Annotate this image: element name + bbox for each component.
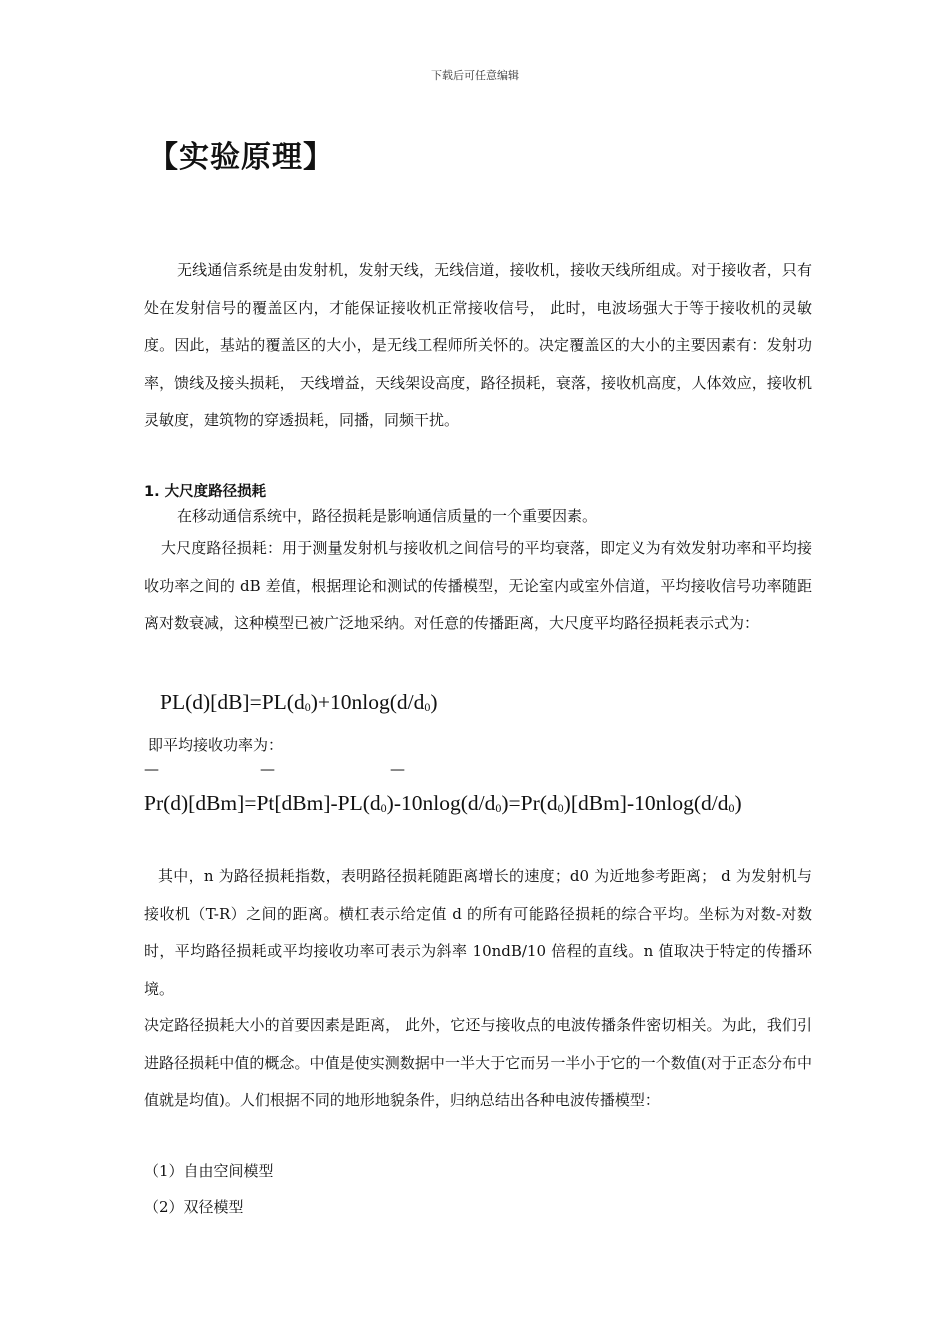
page-title: 【实验原理】	[148, 140, 334, 175]
model-list-item: （2）双径模型	[144, 1198, 244, 1216]
avg-power-label: 即平均接收功率为：	[148, 736, 284, 754]
path-loss-formula: $PL(d)[dB]=PL(d_0)+10nlog(d/d_0)$	[160, 690, 438, 714]
overbar-marks	[144, 760, 444, 780]
explanation-paragraph: 其中，n 为路径损耗指数，表明路径损耗随距离增长的速度；d0 为近地参考距离； d 为发射机与接收机（T-R）之间的距离。横杠表示给定值 d 的所有可能路径损耗的综合平均。坐标为对数-对数时，平均路径损耗或平均接收功率可表示为斜率 10ndB/10 倍程的直线。n 值取决于特定的传播环境。	[144, 867, 812, 998]
intro-paragraph: 无线通信系统是由发射机，发射天线，无线信道，接收机，接收天线所组成。对于接收者，只有处在发射信号的覆盖区内，才能保证接收机正常接收信号， 此时，电波场强大于等于接收机的灵敏度。因此，基站的覆盖区的大小，是无线工程师所关怀的。决定覆盖区的大小的主要因素有：发射功率，馈线及接头损耗， 天线增益，天线架设高度，路径损耗，衰落，接收机高度，人体效应，接收机灵敏度，建筑物的穿透损耗，同播，同频干扰。	[144, 261, 812, 429]
section-intro-line: 在移动通信系统中，路径损耗是影响通信质量的一个重要因素。	[177, 507, 598, 525]
received-power-formula: $Pr(d)[dBm]=Pt[dBm]-PL(d_0)-10nlog(d/d_0)=Pr(d_0)[dBm]-10nlog(d/d_0)$	[144, 791, 742, 815]
section-heading: 1. 大尺度路径损耗	[144, 484, 267, 500]
page-header: 下载后可任意编辑	[431, 69, 519, 82]
overbar-mark: —	[390, 760, 405, 778]
overbar-mark: —	[144, 760, 159, 778]
overbar-mark: —	[260, 760, 275, 778]
model-list-item: （1）自由空间模型	[144, 1162, 274, 1180]
median-paragraph: 决定路径损耗大小的首要因素是距离， 此外，它还与接收点的电波传播条件密切相关。为此，我们引进路径损耗中值的概念。中值是使实测数据中一半大于它而另一半小于它的一个数值(对于正态分布中值就是均值)。人们根据不同的地形地貌条件，归纳总结出各种电波传播模型：	[144, 1016, 812, 1109]
definition-paragraph: 大尺度路径损耗：用于测量发射机与接收机之间信号的平均衰落，即定义为有效发射功率和平均接收功率之间的 dB 差值，根据理论和测试的传播模型，无论室内或室外信道，平均接收信号功率随距离对数衰减，这种模型已被广泛地采纳。对任意的传播距离，大尺度平均路径损耗表示式为：	[144, 539, 812, 632]
